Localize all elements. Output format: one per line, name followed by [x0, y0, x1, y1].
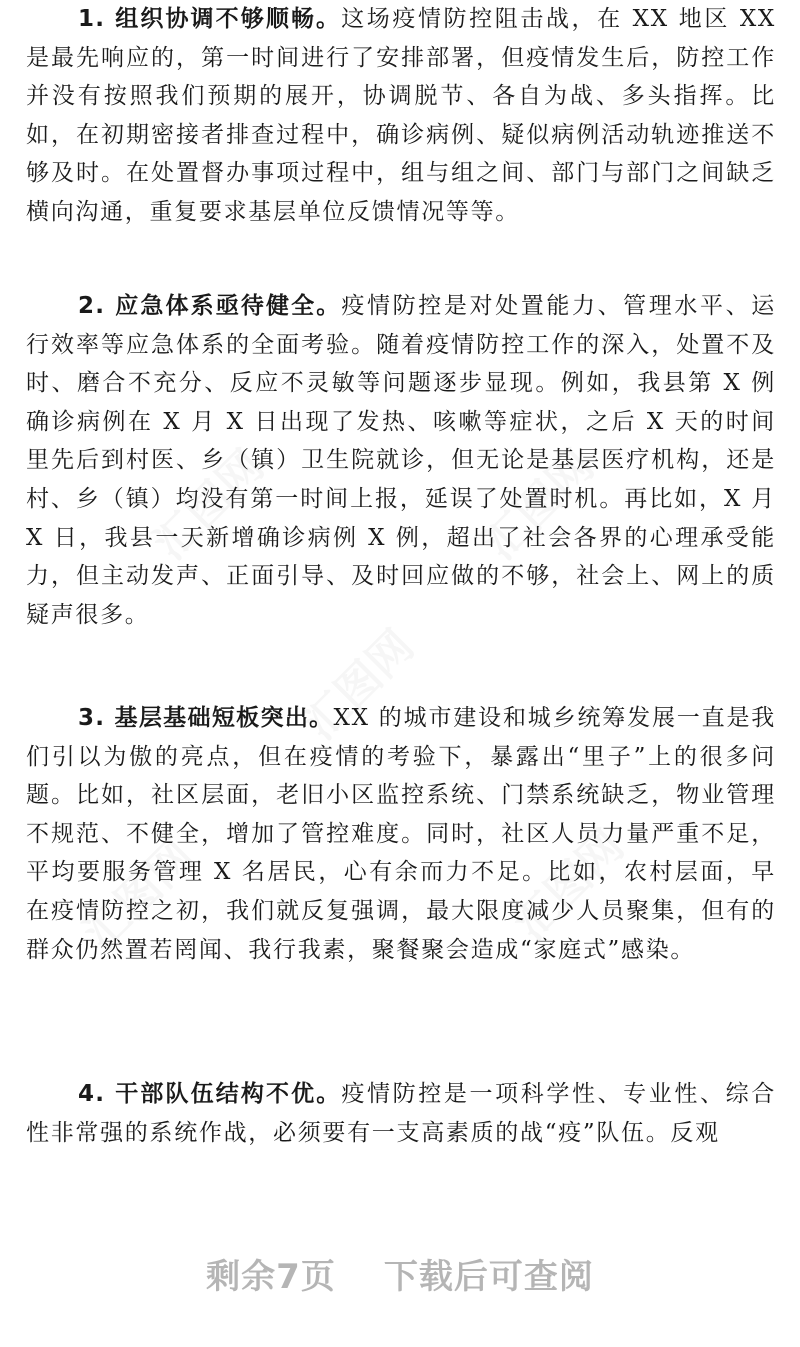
- paragraph-3-body: XX 的城市建设和城乡统筹发展一直是我们引以为傲的亮点，但在疫情的考验下，暴露出“里子”上的很多问题。比如，社区层面，老旧小区监控系统、门禁系统缺乏，物业管理不规范、不健全，增加了管控难度。同时，社区人员力量严重不足，平均要服务管理 X 名居民，心有余而力不足。比如，农村层面，早在疫情防控之初，我们就反复强调，最大限度减少人员聚集，但有的群众仍然置若罔闻、我行我素，聚餐聚会造成“家庭式”感染。: [26, 705, 777, 963]
- paragraph-4-heading: 4. 干部队伍结构不优。: [78, 1081, 342, 1107]
- paragraph-2-body: 疫情防控是对处置能力、管理水平、运行效率等应急体系的全面考验。随着疫情防控工作的深入，处置不及时、磨合不充分、反应不灵敏等问题逐步显现。例如，我县第 X 例确诊病例在 X 月 X 日出现了发热、咳嗽等症状，之后 X 天的时间里先后到村医、乡（镇）卫生院就诊，但无论是基层医疗机构，还是村、乡（镇）均没有第一时间上报，延误了处置时机。再比如，X 月 X 日，我县一天新增确诊病例 X 例，超出了社会各界的心理承受能力，但主动发声、正面引导、及时回应做的不够，社会上、网上的质疑声很多。: [26, 293, 776, 628]
- paragraph-4: [26, 1075, 776, 1152]
- paragraph-2: [26, 287, 776, 634]
- paragraph-1-heading: 1. 组织协调不够顺畅。: [78, 6, 342, 32]
- paragraph-2-heading: 2. 应急体系亟待健全。: [78, 293, 342, 319]
- remaining-pages-label: 剩余7页: [206, 1256, 336, 1297]
- download-banner[interactable]: [0, 1243, 800, 1303]
- paragraph-4-body: 疫情防控是一项科学性、专业性、综合性非常强的系统作战，必须要有一支高素质的战“疫”队伍。反观: [26, 1081, 776, 1146]
- download-hint-label: 下载后可查阅: [383, 1256, 594, 1297]
- paragraph-1-body: 这场疫情防控阻击战，在 XX 地区 XX 是最先响应的，第一时间进行了安排部署，但疫情发生后，防控工作并没有按照我们预期的展开，协调脱节、各自为战、多头指挥。比如，在初期密接者排查过程中，确诊病例、疑似病例活动轨迹推送不够及时。在处置督办事项过程中，组与组之间、部门与部门之间缺乏横向沟通，重复要求基层单位反馈情况等等。: [26, 6, 776, 225]
- paragraph-1: [26, 0, 776, 232]
- paragraph-3-heading: 3. 基层基础短板突出。: [78, 705, 334, 731]
